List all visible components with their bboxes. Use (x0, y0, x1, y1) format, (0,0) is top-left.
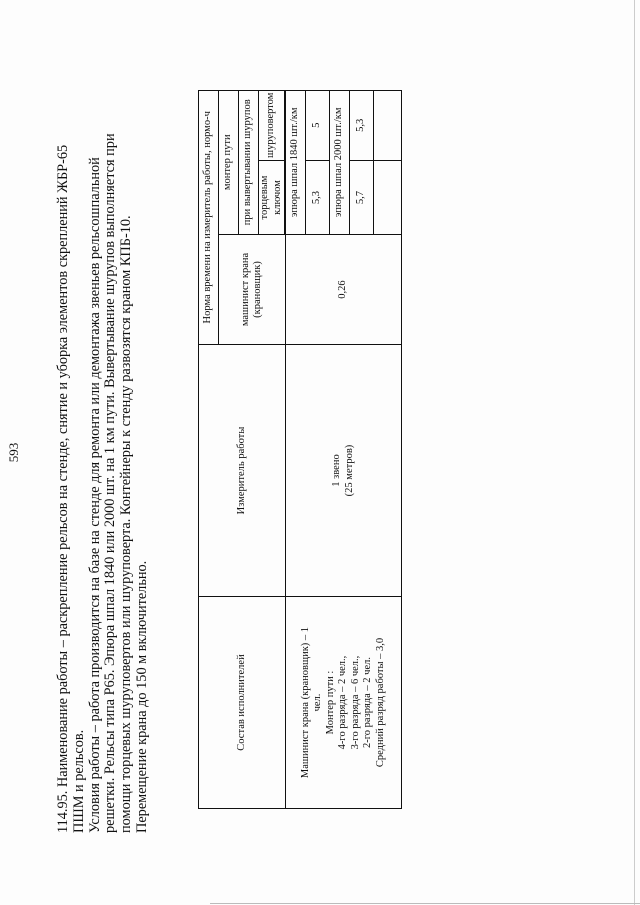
izmeritel-line: 1 звено (331, 454, 342, 487)
sostav-line: Средний разряд работы – 3,0 (374, 637, 386, 768)
page-number: 593 (6, 442, 21, 463)
scan-edge-line (210, 903, 640, 904)
epura1-label: эпюра шпал 1840 шт./км (286, 90, 306, 234)
work-conditions-line: решетки. Рельсы типа Р65. Эпюра шпал 1840 или 2000 шт. на 1 км пути. Вывертывание шурупов выполняется при (102, 133, 119, 833)
header-tortsevym: торцевым ключом (259, 161, 285, 235)
sostav-line: 2-го разряда – 2 чел. (362, 657, 374, 748)
header-mashinist: машинист крана (крановщик) (219, 235, 286, 345)
sostav-line: 4-го разряда – 2 чел., (337, 655, 349, 750)
izmeritel-line: (25 метров) (343, 444, 355, 497)
header-shurupovertom: шуруповертом (259, 90, 285, 160)
header-sostav: Состав исполнителей (199, 597, 286, 809)
mashinist-value: 0,26 (286, 235, 402, 345)
work-title-line: ПШМ и рельсов. (70, 729, 87, 833)
epura2-shurupovertom-value: 5,3 (350, 90, 374, 160)
header-monter: монтер пути (219, 90, 239, 234)
izmeritel-cell (286, 345, 402, 597)
epura1-shurupovertom-value: 5 (306, 90, 330, 160)
work-conditions-line: Условия работы – работа производится на базе на стенде для ремонта или демонтажа звеньев рельсошпальной (86, 157, 103, 833)
sostav-line: 3-го разряда – 6 чел., (349, 655, 361, 750)
epura1-tortsevym-value: 5,3 (306, 161, 330, 235)
sostav-line: Монтер пути : (324, 670, 336, 735)
epura2-tortsevym-value: 5,7 (350, 161, 374, 235)
header-pri-vyvert: при вывертывании шурупов (239, 90, 259, 234)
sostav-line: чел. (312, 693, 324, 712)
norms-table (198, 90, 402, 809)
sostav-cell (286, 597, 402, 809)
header-norma: Норма времени на измеритель работы, нормо-ч (199, 90, 219, 344)
header-izmeritel: Измеритель работы (199, 345, 286, 597)
epura2-label: эпюра шпал 2000 шт./км (330, 90, 350, 234)
work-conditions-line: Перемещение крана до 150 м включительно. (133, 560, 150, 833)
intro-text (56, 97, 151, 833)
work-conditions-line: помощи торцевых шуруповертов или шуруповерта. Контейнеры к стенду развозятся краном КПБ-10. (118, 215, 135, 833)
scan-edge-line (634, 0, 635, 905)
work-title-line: 114.95. Наименование работы – раскрепление рельсов на стенде, снятие и уборка элементов скреплений ЖБР-65 (55, 144, 71, 833)
sostav-line: Машинист крана (крановщик) – 1 (299, 626, 311, 779)
